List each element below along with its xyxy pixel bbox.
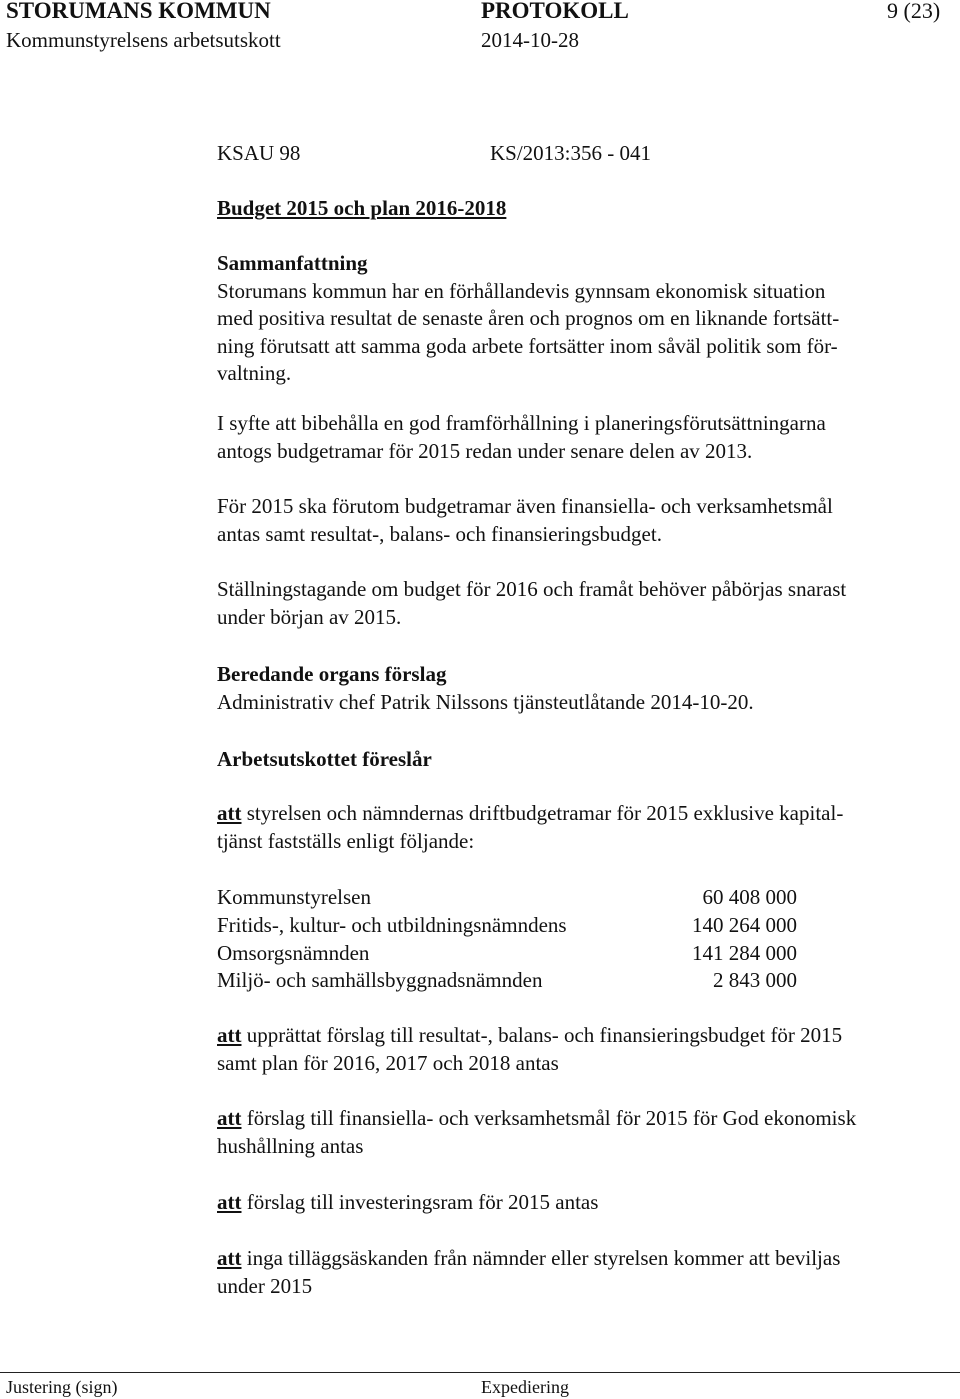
page-number: 9 (23) xyxy=(887,0,941,23)
proposal-line: under 2015 xyxy=(217,1273,313,1298)
preparatory-text: Administrativ chef Patrik Nilssons tjänsteutlåtande 2014-10-20. xyxy=(217,689,754,714)
att-keyword: att xyxy=(217,1246,242,1270)
att-keyword: att xyxy=(217,801,242,825)
budget-amount: 141 284 000 xyxy=(692,941,797,965)
summary-line: ning förutsatt att samma goda arbete fortsätter inom såväl politik som för- xyxy=(217,333,838,358)
preparatory-heading: Beredande organs förslag xyxy=(217,662,447,686)
case-title: Budget 2015 och plan 2016-2018 xyxy=(217,196,507,220)
preparatory-section xyxy=(217,661,942,716)
diary-number: KS/2013:356 - 041 xyxy=(490,141,652,165)
proposal-line: upprättat förslag till resultat-, balans- och finansieringsbudget för 2015 xyxy=(241,1023,843,1047)
att-keyword: att xyxy=(217,1023,242,1047)
paragraph-budget-2016 xyxy=(217,576,942,631)
paragraph-planning xyxy=(217,410,942,465)
proposal-line: styrelsen och nämndernas driftbudgetramar för 2015 exklusive kapital- xyxy=(241,801,844,825)
att-keyword: att xyxy=(217,1106,242,1130)
footer-expediering: Expediering xyxy=(481,1377,569,1397)
proposal-item-2 xyxy=(217,1022,942,1077)
summary-line: Storumans kommun har en förhållandevis gynnsam ekonomisk situation xyxy=(217,278,826,303)
budget-amount: 140 264 000 xyxy=(692,913,797,937)
proposal-line: hushållning antas xyxy=(217,1133,364,1158)
proposal-item-5 xyxy=(217,1245,942,1300)
committee-name: Kommunstyrelsens arbetsutskott xyxy=(6,28,281,52)
case-number: KSAU 98 xyxy=(217,141,301,165)
budget-name: Kommunstyrelsen xyxy=(217,885,371,909)
budget-name: Fritids-, kultur- och utbildningsnämndens xyxy=(217,913,567,937)
paragraph-goals xyxy=(217,493,942,548)
paragraph-line: I syfte att bibehålla en god framförhållning i planeringsförutsättningarna xyxy=(217,411,826,435)
footer-justering: Justering (sign) xyxy=(6,1377,118,1397)
budget-name: Omsorgsnämnden xyxy=(217,941,370,965)
proposal-line: samt plan för 2016, 2017 och 2018 antas xyxy=(217,1050,559,1075)
budget-amount: 2 843 000 xyxy=(713,968,797,992)
paragraph-line: under början av 2015. xyxy=(217,604,402,629)
paragraph-line: antogs budgetramar för 2015 redan under senare delen av 2013. xyxy=(217,438,753,463)
paragraph-line: antas samt resultat-, balans- och finansieringsbudget. xyxy=(217,521,662,546)
att-keyword: att xyxy=(217,1190,242,1214)
document-type: PROTOKOLL xyxy=(481,0,629,23)
proposal-line: inga tilläggsäskanden från nämnder eller styrelsen kommer att beviljas xyxy=(241,1246,841,1270)
budget-name: Miljö- och samhällsbyggnadsnämnden xyxy=(217,968,543,992)
municipality-name: STORUMANS KOMMUN xyxy=(6,0,271,23)
proposal-line: förslag till finansiella- och verksamhetsmål för 2015 för God ekonomisk xyxy=(241,1106,857,1130)
proposal-item-4 xyxy=(217,1189,942,1217)
meeting-date: 2014-10-28 xyxy=(481,28,579,52)
proposal-item-1 xyxy=(217,800,942,855)
paragraph-line: För 2015 ska förutom budgetramar även finansiella- och verksamhetsmål xyxy=(217,494,833,518)
paragraph-line: Ställningstagande om budget för 2016 och framåt behöver påbörjas snarast xyxy=(217,577,847,601)
budget-amount: 60 408 000 xyxy=(702,885,797,909)
proposal-line: tjänst fastställs enligt följande: xyxy=(217,828,475,853)
proposal-heading: Arbetsutskottet föreslår xyxy=(217,747,432,771)
summary-line: valtning. xyxy=(217,361,292,385)
footer-divider xyxy=(0,1372,960,1373)
proposal-item-3 xyxy=(217,1105,942,1160)
summary-heading: Sammanfattning xyxy=(217,251,368,275)
summary-section xyxy=(217,250,942,388)
proposal-line: förslag till investeringsram för 2015 antas xyxy=(241,1190,599,1214)
summary-line: med positiva resultat de senaste åren och prognos om en liknande fortsätt- xyxy=(217,306,840,330)
